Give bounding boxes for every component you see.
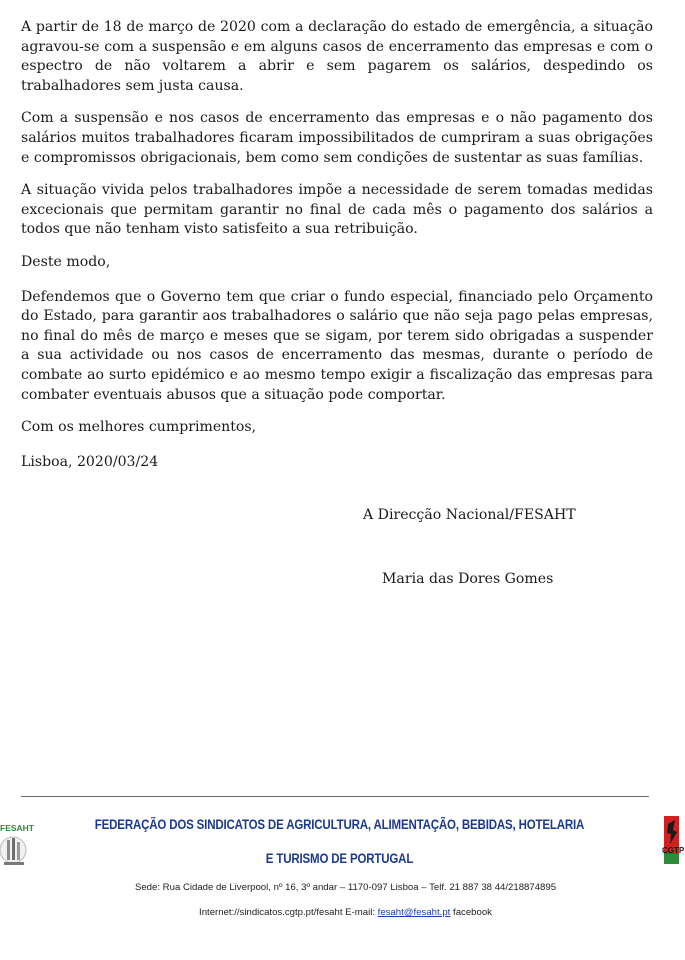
signature-organization: A Direcção Nacional/FESAHT [363,507,576,523]
paragraph-demands: Defendemos que o Governo tem que criar o fundo especial, financiado pelo Orçamento do Estado, para garantir aos trabalhadores o salário que não seja pago pelas empresas, no final do mês de março e meses que se sigam, por terem sido obrigadas a suspender a sua actividade ou nos casos de encerramento das mesmas, durante o período de combate ao surto epidémico e ao mesmo tempo exigir a fiscalização das empresas para combater eventuais abusos que a situação pode comportar. [21,288,653,403]
footer-email-link[interactable]: fesaht@fesaht.pt [377,907,451,918]
cgtp-logo-icon [660,814,685,870]
footer-facebook: facebook [450,907,492,918]
federation-name-line1: FEDERAÇÃO DOS SINDICATOS DE AGRICULTURA, ALIMENTAÇÃO, BEBIDAS, HOTELARIA [94,817,585,832]
federation-name-line2: E TURISMO DE PORTUGAL [265,851,414,866]
fesaht-logo-icon [0,818,34,874]
place-date: Lisboa, 2020/03/24 [21,453,159,470]
signature-name: Maria das Dores Gomes [382,571,554,587]
footer-address: Sede: Rua Cidade de Liverpool, nº 16, 3º andar – 1170-097 Lisboa – Telf. 21 887 38 44/218874895 [134,882,557,893]
footer-contacts [6,907,685,918]
paragraph-measures: A situação vivida pelos trabalhadores impõe a necessidade de serem tomadas medidas excecionais que permitam garantir no final de cada mês o pagamento dos salários a todos que não tenham visto satisfeito a sua retribuição. [21,182,653,238]
cgtp-logo-text: CGTP [662,846,685,855]
paragraph-state-of-emergency: A partir de 18 de março de 2020 com a declaração do estado de emergência, a situação agravou-se com a suspensão e em alguns casos de encerramento das empresas e com o espectro de não voltarem a abrir e sem pagarem os salários, despedindo os trabalhadores sem justa causa. [21,19,653,94]
footer-internet: Internet://sindicatos.cgtp.pt/fesaht E-mail: [199,907,378,918]
paragraph-deste-modo: Deste modo, [21,253,111,270]
letter-body [21,18,653,487]
footer-divider [21,796,649,797]
paragraph-suspension: Com a suspensão e nos casos de encerramento das empresas e o não pagamento dos salários muitos trabalhadores ficaram impossibilitados de cumpriram a suas obrigações e compromissos obrigacionais, bem como sem condições de sustentar as suas famílias. [21,110,653,166]
closing-salutation: Com os melhores cumprimentos, [21,419,257,436]
fesaht-logo-text: FESAHT [0,823,34,833]
